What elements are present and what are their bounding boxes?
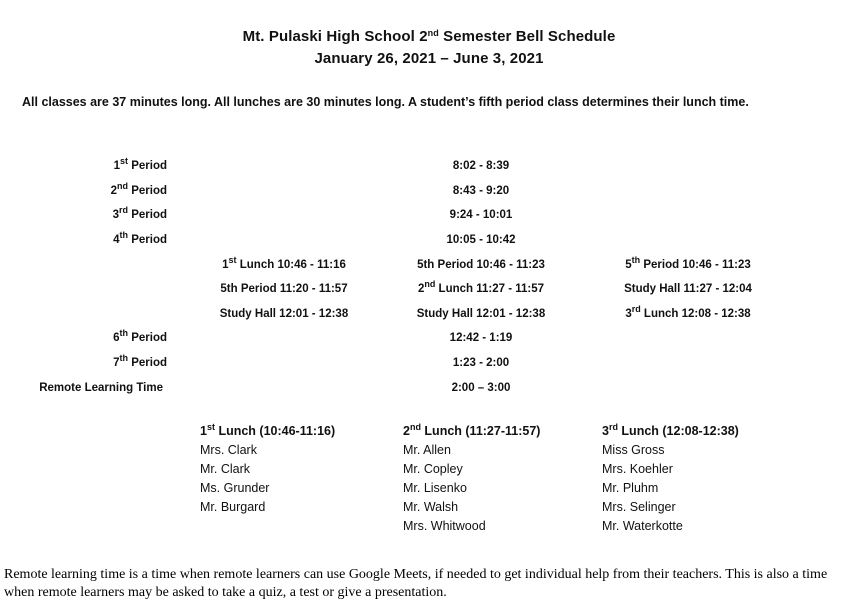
teacher-name: Mrs. Selinger <box>602 500 676 514</box>
split-col2-row3: Study Hall 12:01 - 12:38 <box>416 308 546 320</box>
remote-learning-note: Remote learning time is a time when remote learners can use Google Meets, if needed to get individual help from their teachers. This is also a time when remote learners may be asked to take a quiz, a test or give a presentation. <box>0 562 858 616</box>
period-7-label: 7th Period <box>113 353 167 369</box>
third-lunch-list <box>602 422 739 536</box>
first-lunch-list <box>200 422 335 517</box>
teacher-name: Miss Gross <box>602 443 665 457</box>
teacher-name: Mr. Allen <box>403 443 451 457</box>
period-1-time: 8:02 - 8:39 <box>452 160 510 172</box>
teacher-name: Mrs. Koehler <box>602 462 673 476</box>
period-3-label: 3rd Period <box>112 205 167 221</box>
remote-learning-label: Remote Learning Time <box>39 382 163 394</box>
period-2-label: 2nd Period <box>110 181 167 197</box>
split-col1-row2: 5th Period 11:20 - 11:57 <box>220 283 348 295</box>
period-6-label: 6th Period <box>113 328 167 344</box>
intro-text: All classes are 37 minutes long. All lunches are 30 minutes long. A student’s fifth period class determines their lunch time. <box>22 95 749 109</box>
teacher-name: Mr. Burgard <box>200 500 266 514</box>
period-2-time: 8:43 - 9:20 <box>452 185 510 197</box>
period-4-label: 4th Period <box>113 230 167 246</box>
split-col1-row3: Study Hall 12:01 - 12:38 <box>219 308 349 320</box>
period-6-time: 12:42 - 1:19 <box>449 332 513 344</box>
period-4-time: 10:05 - 10:42 <box>446 234 516 246</box>
second-lunch-list <box>403 422 540 536</box>
period-1-label: 1st Period <box>113 156 167 172</box>
period-7-time: 1:23 - 2:00 <box>452 357 510 369</box>
split-col1-row1: 1st Lunch 10:46 - 11:16 <box>222 255 346 271</box>
split-col3-row1: 5th Period 10:46 - 11:23 <box>625 255 751 271</box>
remote-learning-time: 2:00 – 3:00 <box>451 382 511 394</box>
split-col2-row2: 2nd Lunch 11:27 - 11:57 <box>417 279 545 295</box>
second-lunch-heading: 2nd Lunch (11:27-11:57) <box>403 422 541 438</box>
split-col3-row3: 3rd Lunch 12:08 - 12:38 <box>625 304 751 320</box>
teacher-name: Mrs. Clark <box>200 443 257 457</box>
teacher-name: Mr. Clark <box>200 462 250 476</box>
third-lunch-heading: 3rd Lunch (12:08-12:38) <box>602 422 739 438</box>
teacher-name: Mr. Waterkotte <box>602 519 683 533</box>
teacher-name: Mr. Walsh <box>403 500 459 514</box>
teacher-name: Mr. Pluhm <box>602 481 659 495</box>
period-3-time: 9:24 - 10:01 <box>449 209 513 221</box>
teacher-name: Mr. Lisenko <box>403 481 467 495</box>
teacher-name: Ms. Grunder <box>200 481 270 495</box>
split-col3-row2: Study Hall 11:27 - 12:04 <box>624 283 752 295</box>
teacher-name: Mrs. Whitwood <box>403 519 486 533</box>
first-lunch-heading: 1st Lunch (10:46-11:16) <box>200 422 336 438</box>
teacher-name: Mr. Copley <box>403 462 463 476</box>
semester-dates: January 26, 2021 – June 3, 2021 <box>314 50 544 67</box>
split-col2-row1: 5th Period 10:46 - 11:23 <box>417 259 545 271</box>
document-title: Mt. Pulaski High School 2nd Semester Bell Schedule <box>242 28 616 45</box>
